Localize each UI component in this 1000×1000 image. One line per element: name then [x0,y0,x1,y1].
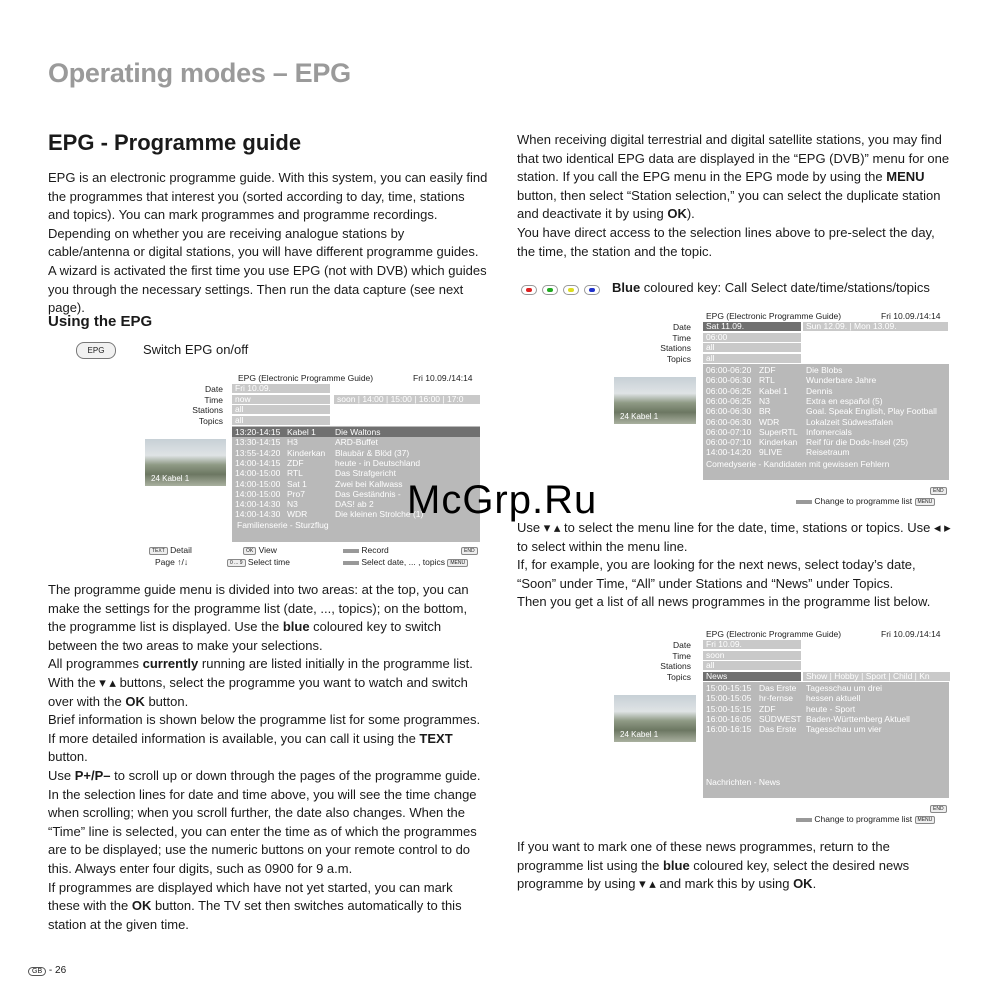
programme-time: 13:55-14:20 [235,447,281,458]
programme-title: heute - in Deutschland [335,457,421,468]
programme-station: SÜDWEST [759,713,802,724]
body-left [48,581,488,934]
programme-time: 14:00-14:30 [235,499,281,510]
programme-row[interactable] [703,437,949,447]
yellow-key-icon [563,285,579,295]
programme-time: 13:30-14:15 [235,437,281,448]
stations-label: Stations [660,343,691,353]
end-key-label: END [930,487,947,495]
programme-station: ZDF [287,457,304,468]
programme-row[interactable] [703,396,949,406]
switch-epg-text: Switch EPG on/off [143,342,249,357]
programme-row[interactable] [232,437,480,447]
body-right-bottom-p: If you want to mark one of these news programmes, return to the programme list using the blue coloured key, select the desired news programme by using ▾ ▴ and mark this by using OK. [517,839,910,892]
page-footer [28,965,66,976]
body-left-p3: Brief information is shown below the programme list for some programmes. If more detailed information is available, you can call it using the TEXT button. [48,712,481,765]
programme-station: BR [759,406,771,417]
programme-time: 14:00-14:30 [235,509,281,520]
page-header: Operating modes – EPG [48,58,351,88]
programme-row[interactable] [703,693,949,703]
text-key: TEXT [149,547,168,555]
date-label: Date [673,640,691,650]
red-key-bar [343,549,359,553]
programme-time: 06:00-06:25 [706,395,752,406]
menu-key: MENU [915,816,936,824]
programme-row[interactable] [703,386,949,396]
legend-view [243,545,277,555]
blue-key-bar [796,500,812,504]
legend-page: Page ↑/↓ [155,557,189,567]
epg-screen-1 [143,367,485,573]
epg-screen-3 [612,623,952,827]
programme-row[interactable] [703,714,949,724]
programme-row[interactable] [703,375,949,385]
body-left-p1: The programme guide menu is divided into two areas: at the top, you can make the settings for the programme list (date, ..., topics); on the bottom, the programme list is displayed. Use the blue coloured key to switch between the two areas to make your selections. [48,582,469,653]
topics-value: all [235,415,244,425]
stations-label: Stations [660,661,691,671]
time-value: now [235,394,251,404]
end-key: END [461,547,478,555]
blue-key-icon [584,285,600,295]
stations-label: Stations [192,405,223,415]
time-options: soon | 14:00 | 15:00 | 16:00 | 17:0 [337,395,464,404]
programme-station: WDR [287,509,308,520]
digit-keys: 0 ... 9 [227,559,246,567]
date-value: Fri 10.09. [706,639,742,649]
programme-station: WDR [759,416,780,427]
tv-preview-image [614,377,696,424]
programme-time: 16:00-16:15 [706,724,752,735]
programme-station: RTL [287,468,303,479]
programme-station: Kinderkan [759,437,798,448]
programme-time: 15:00-15:15 [706,703,752,714]
end-key-label: END [930,805,947,813]
intro-text [48,169,488,318]
programme-row[interactable] [703,447,949,457]
programme-title: Extra en español (5) [806,395,883,406]
programme-time: 06:00-06:30 [706,375,752,386]
programme-title: Die Blobs [806,365,843,375]
change-text: Change to programme list [814,814,913,824]
legend-select-date-text: Select date, ... , topics [361,557,446,567]
programme-time: 14:00-14:15 [235,457,281,468]
programme-time: 06:00-06:25 [706,385,752,396]
topics-value: all [706,353,715,363]
programme-station: RTL [759,375,775,386]
programme-row[interactable] [232,468,480,478]
body-right-mid-p1: Use ▾ ▴ to select the menu line for the date, time, stations or topics. Use ◂ ▸ to select within the menu line. [517,520,951,554]
programme-title: Zwei bei Kallwass [335,478,403,489]
programme-row[interactable] [703,427,949,437]
programme-station: hr-fernse [759,693,794,704]
programme-title: hessen aktuell [806,693,861,704]
red-key-icon [521,285,537,295]
programme-station: N3 [759,395,770,406]
body-right-p1: When receiving digital terrestrial and digital satellite stations, you may find that two identical EPG data are displayed in the “EPG (DVB)” menu for one station. If you call the EPG menu in the EPG mode by using the MENU button, then select “Station selection,” you can select the duplicate station and deactivate it by using OK). [517,132,950,222]
programme-row[interactable] [703,406,949,416]
menu-key: MENU [447,559,468,567]
body-right-p2: You have direct access to the selection lines above to pre-select the day, the time, the station and the topic. [517,224,935,259]
programme-station: Kabel 1 [759,385,788,396]
programme-title: ARD-Buffet [335,437,378,448]
legend-record [343,545,389,555]
programme-station: Kinderkan [287,447,326,458]
topics-label: Topics [666,672,691,682]
intro-paragraph-1: EPG is an electronic programme guide. With this system, you can easily find the programmes that interest you (sorted according to day, time, stations and topics). You can mark programmes and programme recordings. [48,170,488,223]
info-line: Comedyserie - Kandidaten mit gewissen Fehlern [706,459,890,469]
programme-time: 15:00-15:05 [706,693,752,704]
section-title: EPG - Programme guide [48,130,302,155]
time-label: Time [204,395,223,405]
topic-options: Show | Hobby | Sport | Child | Kn [806,672,930,681]
body-right-mid-p3: Then you get a list of all news programmes in the programme list below. [517,594,931,610]
blue-key-text: Blue coloured key: Call Select date/time/stations/topics [612,280,930,295]
programme-row[interactable] [703,683,949,693]
end-key [930,803,947,813]
programme-time: 15:00-15:15 [706,683,752,693]
date-value: Sat 11.09. [706,321,745,331]
body-right-mid-p2: If, for example, you are looking for the next news, select today’s date, “Soon” under Time, “All” under Stations and “News” under Topics. [517,557,916,591]
programme-time: 06:00-06:20 [706,365,752,375]
legend-record-text: Record [361,545,389,555]
screen-datetime: Fri 10.09./14:14 [881,629,941,639]
date-label: Date [205,384,223,394]
epg-remote-button: EPG [76,342,116,359]
ok-key: OK [243,547,256,555]
programme-title: Dennis [806,385,833,396]
legend-end [461,545,478,555]
green-key-icon [542,285,558,295]
body-right-bottom [517,838,953,894]
programme-title: Baden-Württemberg Aktuell [806,713,910,724]
programme-row[interactable] [232,427,480,437]
date-value: Fri 10.09. [235,383,271,393]
color-keys [521,282,605,300]
programme-time: 14:00-15:00 [235,488,281,499]
programme-title: Wunderbare Jahre [806,375,877,386]
stations-value: all [706,660,715,670]
programme-time: 14:00-15:00 [235,478,281,489]
programme-title: Tagesschau um drei [806,683,883,693]
programme-title: Goal. Speak English, Play Football [806,406,937,417]
screen-datetime: Fri 10.09./14:14 [881,311,941,321]
screen-datetime: Fri 10.09./14:14 [413,373,473,383]
programme-time: 16:00-16:05 [706,713,752,724]
time-value: soon [706,650,725,660]
programme-title: Infomercials [806,426,852,437]
topics-value: News [706,671,728,681]
screen-title: EPG (Electronic Programme Guide) [706,629,842,639]
end-key [930,485,947,495]
screen-title: EPG (Electronic Programme Guide) [706,311,842,321]
blue-key-bar [796,818,812,822]
legend-select-time [227,557,290,567]
preview-label: 24 Kabel 1 [620,730,659,739]
time-label: Time [672,651,691,661]
menu-key: MENU [915,498,936,506]
body-left-p2: All programmes currently running are listed initially in the programme list. With the ▾ ▴ buttons, select the programme you want to watch and switch over with the OK button. [48,656,473,709]
legend-view-text: View [258,545,277,555]
body-left-p5: If programmes are displayed which have not yet started, you can mark these with the OK button. The TV set then switches automatically to this station at the given time. [48,879,462,932]
body-right-top [517,131,953,261]
programme-station: H3 [287,437,298,448]
programme-station: SuperRTL [759,426,798,437]
programme-station: ZDF [759,703,776,714]
programme-row[interactable] [703,417,949,427]
programme-station: 9LIVE [759,447,783,458]
legend-row-1 [149,545,192,555]
tv-preview-image [145,439,226,486]
programme-row[interactable] [232,448,480,458]
blue-key-bar [343,561,359,565]
programme-time: 06:00-06:30 [706,406,752,417]
change-text: Change to programme list [814,496,913,506]
date-label: Date [673,322,691,332]
programme-time: 06:00-07:10 [706,426,752,437]
info-line: Familienserie - Sturzflug [237,520,329,530]
body-left-p4: Use P+/P– to scroll up or down through the pages of the programme guide. In the selection lines for date and time above, you will see the time change when scrolling; when you scroll further, the date also changes. When the “Time” line is selected, you can enter the time as of which the programmes are to be displayed; use the numeric buttons on your remote control to do this. Always enter four digits, such as 0900 for 9 a.m. [48,767,481,876]
programme-title: Blaubär & Blöd (37) [335,447,410,458]
programme-station: ZDF [759,365,776,375]
page-number: - 26 [48,965,67,976]
epg-screen-2 [612,305,952,509]
programme-row[interactable] [703,724,949,734]
programme-time: 13:20-14:15 [235,427,281,437]
programme-title: Reif für die Dodo-Insel (25) [806,437,909,448]
programme-title: Das Geständnis - [335,488,401,499]
programme-title: Tagesschau um vier [806,724,882,735]
gb-badge: GB [28,967,46,976]
date-options: Sun 12.09. | Mon 13.09. [806,321,897,331]
programme-row[interactable] [703,365,949,375]
programme-station: Das Erste [759,683,797,693]
programme-time: 14:00-14:20 [706,447,752,458]
programme-title: Reisetraum [806,447,850,458]
programme-row[interactable] [232,458,480,468]
programme-title: Die kleinen Strolche (1) [335,509,424,520]
body-right-mid [517,519,953,612]
using-title: Using the EPG [48,313,153,330]
preview-label: 24 Kabel 1 [151,474,190,483]
programme-title: Die Waltons [335,427,381,437]
programme-title: Lokalzeit Südwestfalen [806,416,893,427]
tv-preview-image [614,695,696,742]
intro-paragraph-2: Depending on whether you are receiving analogue stations by cable/antenna or digital stations, you will have different programme guides. [48,225,479,260]
change-to-list [796,496,935,506]
programme-station: Pro7 [287,488,305,499]
info-line: Nachrichten - News [706,777,781,787]
topics-label: Topics [198,416,223,426]
programme-time: 14:00-15:00 [235,468,281,479]
intro-paragraph-3: A wizard is activated the first time you use EPG (not with DVB) which guides you through the necessary settings. Then run the data capture (see next page). [48,262,487,316]
legend-detail: Detail [170,545,192,555]
programme-station: N3 [287,499,298,510]
preview-label: 24 Kabel 1 [620,412,659,421]
programme-station: Sat 1 [287,478,307,489]
programme-row[interactable] [703,704,949,714]
programme-time: 06:00-06:30 [706,416,752,427]
stations-value: all [235,404,244,414]
screen-title: EPG (Electronic Programme Guide) [238,373,374,383]
legend-select-date [343,557,468,567]
stations-value: all [706,342,715,352]
programme-title: heute - Sport [806,703,856,714]
programme-title: DAS! ab 2 [335,499,374,510]
legend-select-time-text: Select time [247,557,290,567]
time-value: 06:00 [706,332,728,342]
programme-station: Kabel 1 [287,427,316,437]
watermark: McGrp.Ru [407,478,598,522]
programme-station: Das Erste [759,724,797,735]
topics-label: Topics [666,354,691,364]
time-label: Time [672,333,691,343]
change-to-list [796,814,935,824]
programme-time: 06:00-07:10 [706,437,752,448]
programme-title: Das Strafgericht [335,468,396,479]
